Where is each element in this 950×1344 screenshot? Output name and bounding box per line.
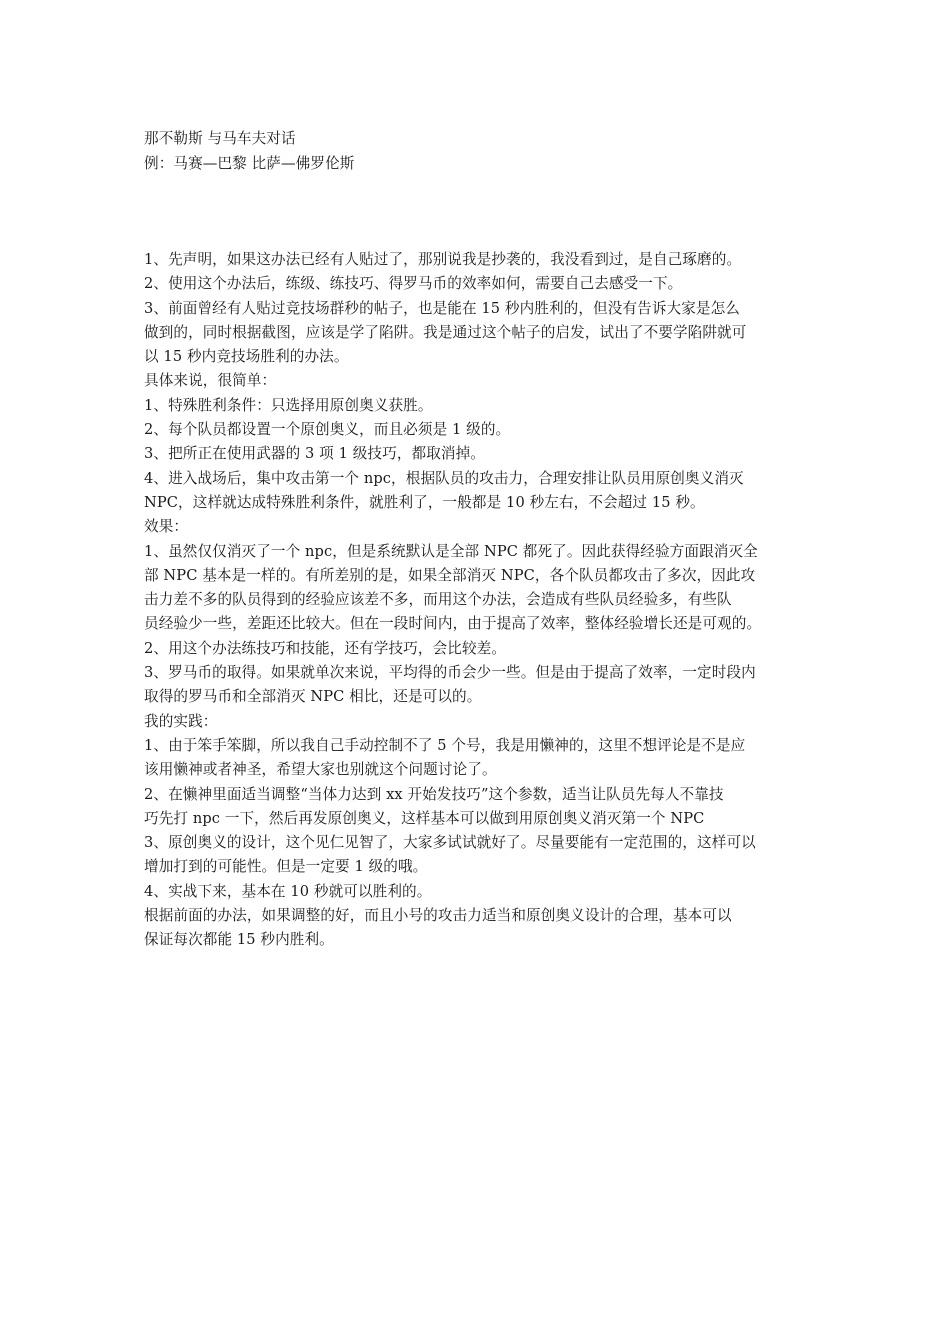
header-route-example: 例：马赛—巴黎 比萨—佛罗伦斯 <box>144 154 355 172</box>
text-line: 2、用这个办法练技巧和技能，还有学技巧，会比较差。 <box>144 639 507 657</box>
text-line: 根据前面的办法，如果调整的好，而且小号的攻击力适当和原创奥义设计的合理，基本可以 <box>144 907 732 925</box>
text-line: 3、原创奥义的设计，这个见仁见智了，大家多试试就好了。尽量要能有一定范围的，这样可以 <box>144 834 756 852</box>
header-title: 那不勒斯 与马车夫对话 <box>144 130 296 147</box>
text-line: 1、先声明，如果这办法已经有人贴过了，那别说我是抄袭的，我没看到过，是自己琢磨的。 <box>144 251 742 268</box>
text-line: 2、使用这个办法后，练级、练技巧、得罗马币的效率如何，需要自己去感受一下。 <box>144 275 683 293</box>
text-line: 员经验少一些，差距还比较大。但在一段时间内，由于提高了效率，整体经验增长还是可观的。 <box>144 615 762 633</box>
text-line: 3、罗马币的取得。如果就单次来说，平均得的币会少一些。但是由于提高了效率，一定时段内 <box>144 664 756 682</box>
text-line: 以 15 秒内竞技场胜利的办法。 <box>144 348 349 366</box>
text-line: 4、进入战场后，集中攻击第一个 npc，根据队员的攻击力，合理安排让队员用原创奥义消灭 <box>144 469 744 487</box>
text-line: 2、每个队员都设置一个原创奥义，而且必须是 1 级的。 <box>144 421 511 439</box>
text-line: 3、前面曾经有人贴过竞技场群秒的帖子，也是能在 15 秒内胜利的，但没有告诉大家是怎么 <box>144 299 740 317</box>
text-line: 取得的罗马币和全部消灭 NPC 相比，还是可以的。 <box>144 688 482 706</box>
section-heading: 效果： <box>144 518 189 536</box>
text-line: 3、把所正在使用武器的 3 项 1 级技巧，都取消掉。 <box>144 445 485 463</box>
document-body <box>144 248 820 953</box>
text-line: 部 NPC 基本是一样的。有所差别的是，如果全部消灭 NPC，各个队员都攻击了多次，因此攻 <box>144 566 756 584</box>
text-line: 2、在懒神里面适当调整“当体力达到 xx 开始发技巧”这个参数，适当让队员先每人不靠技 <box>144 785 724 803</box>
section-heading: 具体来说，很简单： <box>144 372 277 390</box>
text-line: 4、实战下来，基本在 10 秒就可以胜利的。 <box>144 882 432 900</box>
text-line: NPC，这样就达成特殊胜利条件，就胜利了，一般都是 10 秒左右，不会超过 15 秒。 <box>144 493 705 511</box>
text-line: 保证每次都能 15 秒内胜利。 <box>144 931 334 949</box>
text-line: 增加打到的可能性。但是一定要 1 级的哦。 <box>144 858 428 876</box>
text-line: 1、特殊胜利条件：只选择用原创奥义获胜。 <box>144 396 433 414</box>
text-line: 1、虽然仅仅消灭了一个 npc，但是系统默认是全部 NPC 都死了。因此获得经验方面跟消灭全 <box>144 542 758 560</box>
section-heading: 我的实践： <box>144 712 218 730</box>
text-line: 1、由于笨手笨脚，所以我自己手动控制不了 5 个号，我是用懒神的，这里不想评论是不是应 <box>144 736 746 754</box>
text-line: 做到的，同时根据截图，应该是学了陷阱。我是通过这个帖子的启发，试出了不要学陷阱就可 <box>144 323 747 341</box>
text-line: 击力差不多的队员得到的经验应该差不多，而用这个办法，会造成有些队员经验多，有些队 <box>144 591 732 609</box>
text-line: 巧先打 npc 一下，然后再发原创奥义，这样基本可以做到用原创奥义消灭第一个 NPC <box>144 809 705 827</box>
text-line: 该用懒神或者神圣，希望大家也别就这个问题讨论了。 <box>144 761 497 779</box>
document-header <box>144 127 824 176</box>
